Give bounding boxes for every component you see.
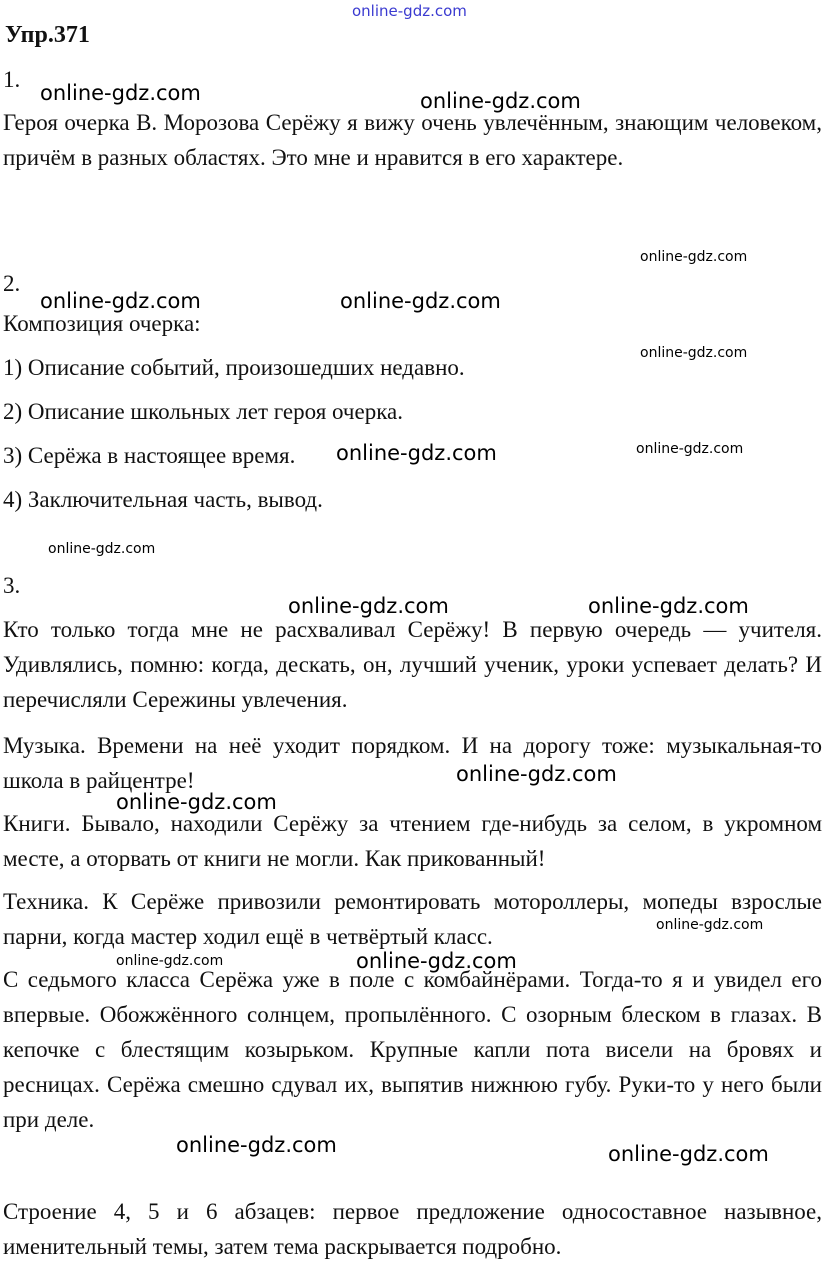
watermark: online-gdz.com — [116, 953, 224, 969]
watermark: online-gdz.com — [588, 594, 749, 618]
composition-item-2: 2) Описание школьных лет героя очерка. — [3, 399, 403, 424]
section-3-paragraph-2: Музыка. Времени на неё уходит порядком. И на дорогу тоже: музыкальная-то школа в райцентре! — [3, 733, 822, 793]
watermark: online-gdz.com — [656, 917, 764, 933]
watermark: online-gdz.com — [636, 441, 744, 457]
watermark: online-gdz.com — [340, 289, 501, 313]
section-3-paragraph-1: Кто только тогда мне не расхваливал Серёжу! В первую очередь — учителя. Удивлялись, помню: когда, дескать, он, лучший ученик, уроки успевает делать? И перечисляли Сережины увлечения. — [3, 617, 822, 712]
section-1-number: 1. — [3, 67, 21, 92]
section-3-number: 3. — [3, 573, 21, 598]
watermark: online-gdz.com — [456, 762, 617, 786]
watermark: online-gdz.com — [336, 441, 497, 465]
watermark: online-gdz.com — [640, 249, 748, 265]
composition-item-3: 3) Серёжа в настоящее время. — [3, 443, 296, 468]
watermark: online-gdz.com — [288, 594, 449, 618]
section-2-number: 2. — [3, 271, 21, 296]
section-2-heading: Композиция очерка: — [3, 311, 201, 336]
watermark: online-gdz.com — [176, 1133, 337, 1157]
watermark: online-gdz.com — [356, 949, 517, 973]
section-3-conclusion: Строение 4, 5 и 6 абзацев: первое предложение односоставное назывное, именительный темы, затем тема раскрывается подробно. — [3, 1199, 822, 1259]
watermark: online-gdz.com — [40, 81, 201, 105]
watermark: online-gdz.com — [116, 790, 277, 814]
watermark: online-gdz.com — [48, 541, 156, 557]
watermark: online-gdz.com — [40, 289, 201, 313]
watermark: online-gdz.com — [608, 1142, 769, 1166]
section-3-paragraph-3: Книги. Бывало, находили Серёжу за чтением где-нибудь за селом, в укромном месте, а оторвать от книги не могли. Как прикованный! — [3, 811, 822, 871]
exercise-title: Упр.371 — [5, 22, 90, 48]
composition-item-1: 1) Описание событий, произошедших недавно. — [3, 355, 465, 380]
section-3-paragraph-4: Техника. К Серёже привозили ремонтировать мотороллеры, мопеды взрослые парни, когда мастер ходил ещё в четвёртый класс. — [3, 889, 822, 949]
watermark: online-gdz.com — [640, 345, 748, 361]
watermark: online-gdz.com — [352, 2, 467, 20]
section-3-paragraph-5: С седьмого класса Серёжа уже в поле с комбайнёрами. Тогда-то я и увидел его впервые. Обожжённого солнцем, пропылённого. С озорным блеском в глазах. В кепочке с блестящим козырьком. Крупные капли пота висели на бровях и ресницах. Серёжа смешно сдувал их, выпятив нижнюю губу. Руки-то у него были при деле. — [3, 967, 822, 1132]
section-1-text: Героя очерка В. Морозова Серёжу я вижу очень увлечённым, знающим человеком, причём в разных областях. Это мне и нравится в его характере. — [3, 110, 822, 170]
composition-item-4: 4) Заключительная часть, вывод. — [3, 487, 323, 512]
watermark: online-gdz.com — [420, 89, 581, 113]
